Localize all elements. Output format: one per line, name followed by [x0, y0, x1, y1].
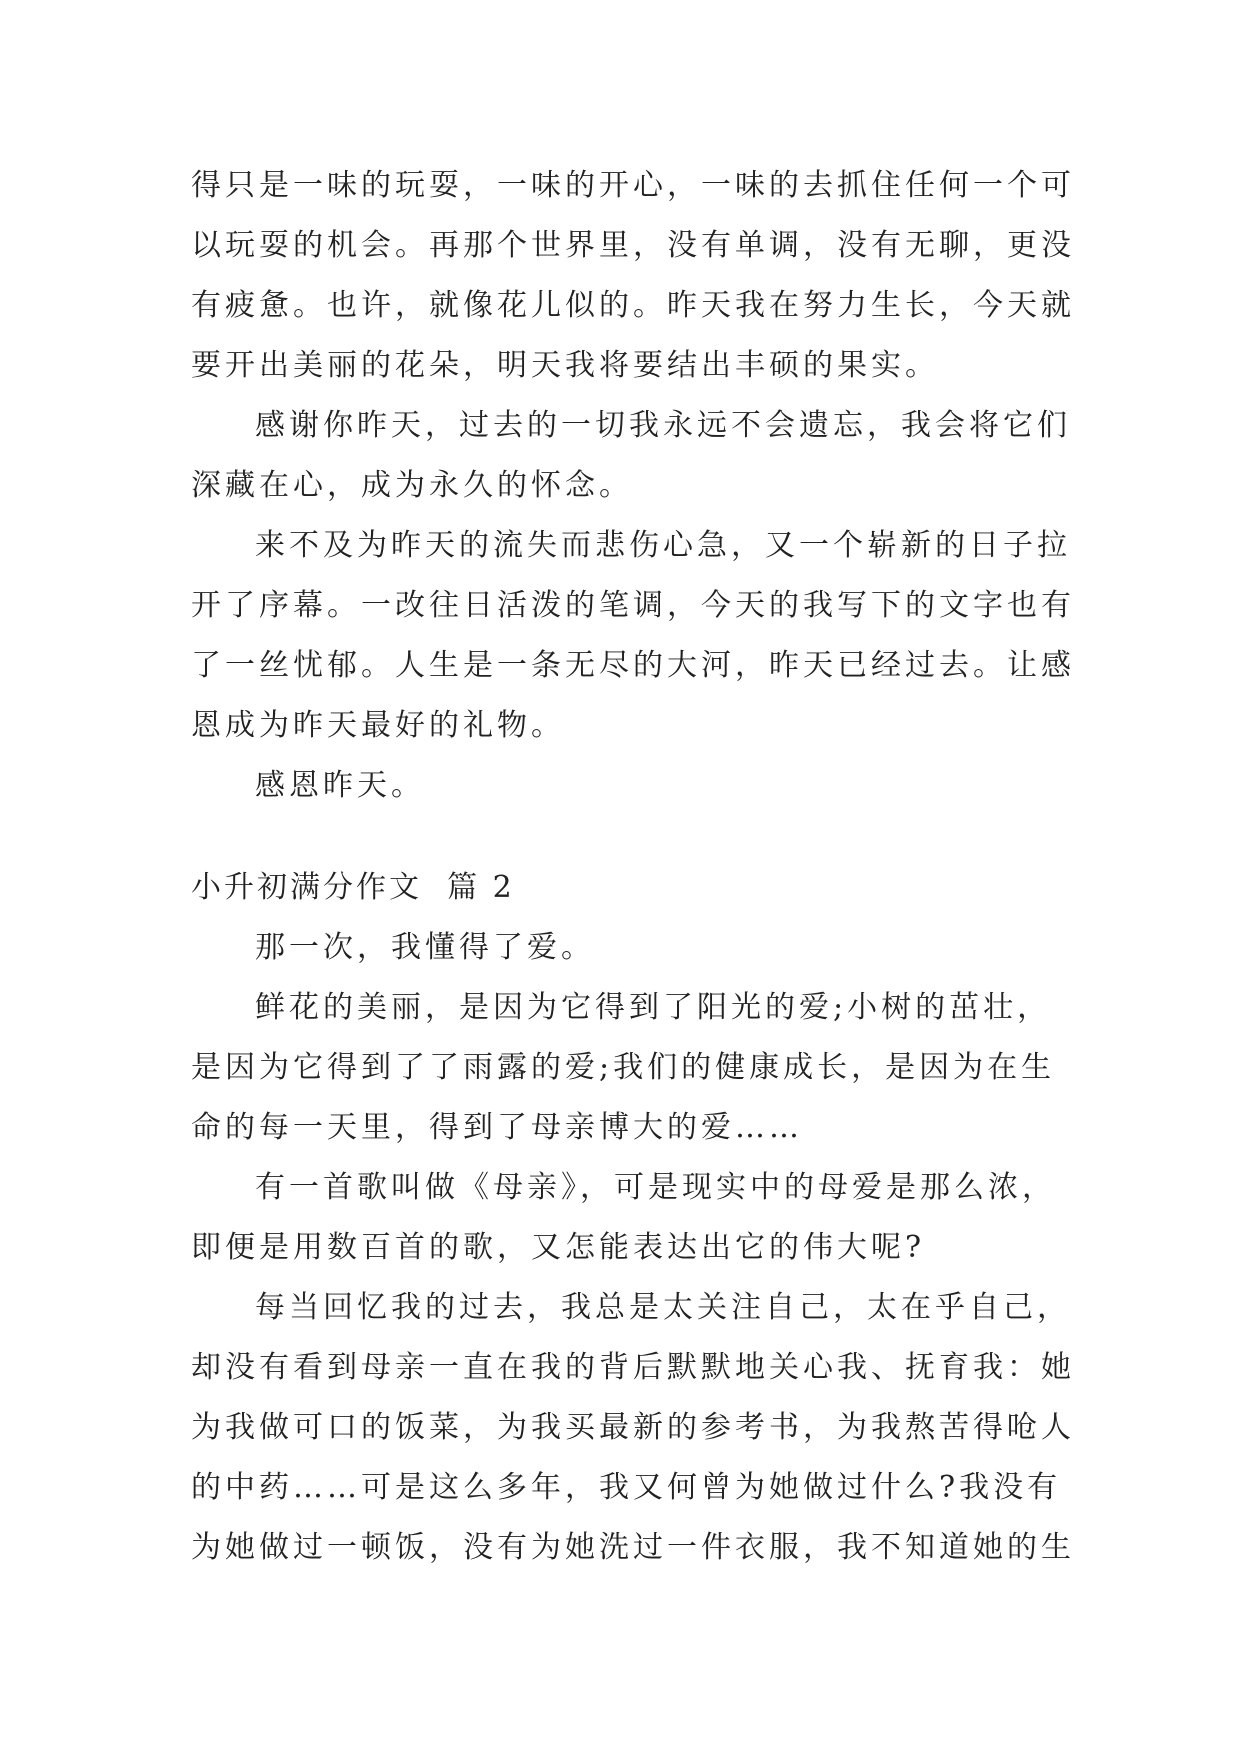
- text-line: 却没有看到母亲一直在我的背后默默地关心我、抚育我：她: [191, 1350, 1075, 1385]
- text-line: 每当回忆我的过去，我总是太关注自己，太在乎自己，: [255, 1290, 1071, 1325]
- text-line: 感恩昨天。: [255, 768, 425, 803]
- text-line: 即便是用数百首的歌，又怎能表达出它的伟大呢?: [191, 1230, 926, 1265]
- text-line: 深藏在心，成为永久的怀念。: [191, 468, 633, 503]
- text-line: 有疲惫。也许，就像花儿似的。昨天我在努力生长，今天就: [191, 288, 1075, 323]
- essay-2-body: [191, 918, 1075, 1578]
- text-line: 感谢你昨天，过去的一切我永远不会遗忘，我会将它们: [255, 408, 1071, 443]
- text-line: 以玩耍的机会。再那个世界里，没有单调，没有无聊，更没: [191, 228, 1075, 263]
- text-line: 为我做可口的饭菜，为我买最新的参考书，为我熬苦得呛人: [191, 1410, 1075, 1445]
- section-heading: 小升初满分作文 篇 2: [191, 870, 515, 905]
- text-line: 为她做过一顿饭，没有为她洗过一件衣服，我不知道她的生: [191, 1530, 1075, 1565]
- text-line: 要开出美丽的花朵，明天我将要结出丰硕的果实。: [191, 348, 939, 383]
- text-line: 得只是一味的玩耍，一味的开心，一味的去抓住任何一个可: [191, 168, 1075, 203]
- text-line: 了一丝忧郁。人生是一条无尽的大河，昨天已经过去。让感: [191, 648, 1075, 683]
- text-line: 来不及为昨天的流失而悲伤心急，又一个崭新的日子拉: [255, 528, 1071, 563]
- text-line: 开了序幕。一改往日活泼的笔调，今天的我写下的文字也有: [191, 588, 1075, 623]
- text-line: 恩成为昨天最好的礼物。: [191, 708, 565, 743]
- essay-1-body: [191, 156, 1075, 816]
- text-line: 是因为它得到了了雨露的爱;我们的健康成长，是因为在生: [191, 1050, 1056, 1085]
- text-line: 有一首歌叫做《母亲》，可是现实中的母爱是那么浓，: [255, 1170, 1056, 1205]
- text-line: 的中药……可是这么多年，我又何曾为她做过什么?我没有: [191, 1470, 1062, 1505]
- essay-2-heading-block: [191, 858, 1061, 918]
- text-line: 鲜花的美丽，是因为它得到了阳光的爱;小树的茁壮，: [255, 990, 1052, 1025]
- text-line: 命的每一天里，得到了母亲博大的爱……: [191, 1110, 803, 1145]
- text-line: 那一次，我懂得了爱。: [255, 930, 595, 965]
